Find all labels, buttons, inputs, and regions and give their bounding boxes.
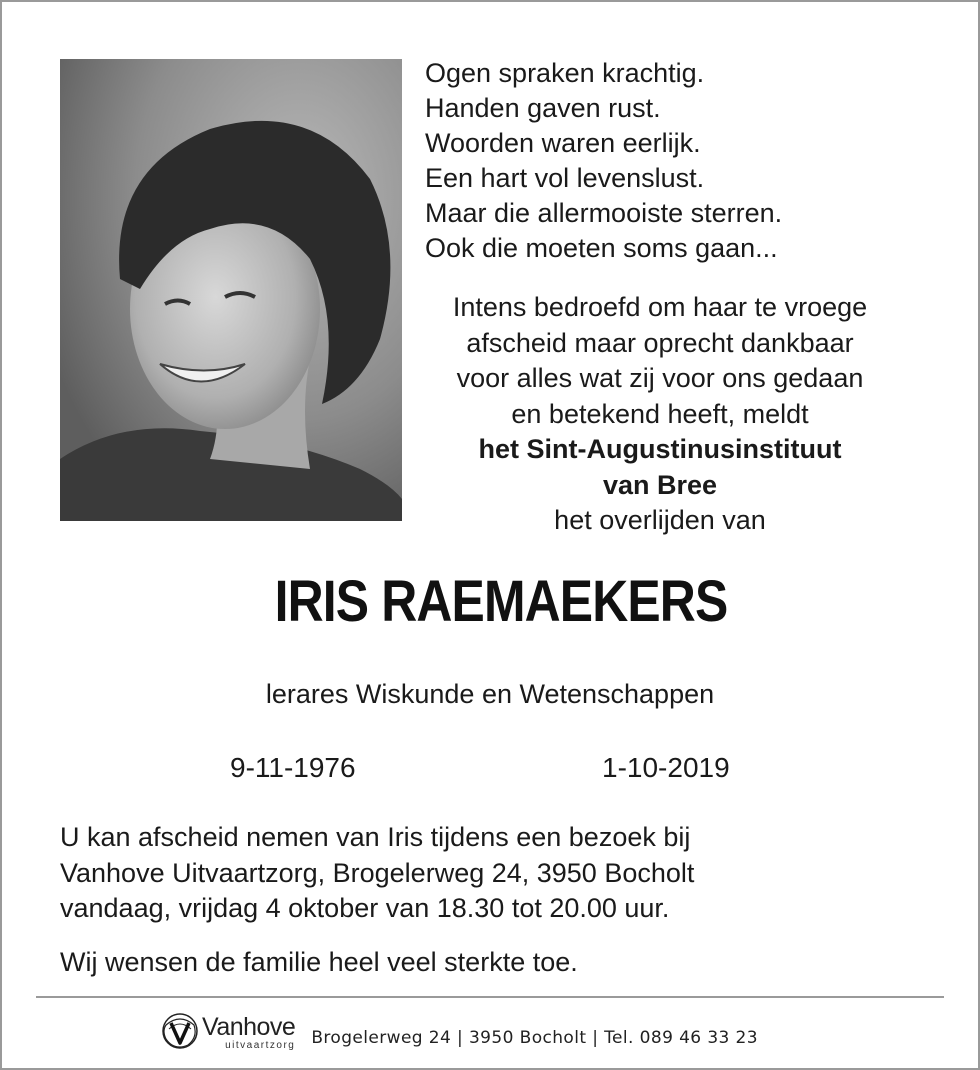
vanhove-logo	[160, 1011, 295, 1056]
poem-line: Ook die moeten soms gaan...	[425, 233, 778, 263]
announcement-closing: het overlijden van	[554, 505, 766, 535]
visitation-info	[60, 820, 960, 927]
poem-line: Woorden waren eerlijk.	[425, 128, 701, 158]
birth-date: 9-11-1976	[230, 752, 356, 783]
announcement-line: afscheid maar oprecht dankbaar	[466, 327, 854, 358]
footer-divider	[36, 996, 944, 998]
condolence-wish: Wij wensen de familie heel veel sterkte toe.	[60, 947, 578, 977]
vanhove-logo-icon	[160, 1011, 200, 1056]
institution-name: het Sint-Augustinusinstituut	[478, 434, 842, 464]
deceased-role: lerares Wiskunde en Wetenschappen	[265, 679, 715, 709]
announcement-line: voor alles wat zij voor ons gedaan	[456, 363, 864, 393]
announcement-line: Intens bedroefd om haar te vroege	[452, 292, 868, 322]
poem	[425, 56, 945, 266]
poem-line: Maar die allermooiste sterren.	[425, 198, 783, 228]
deceased-name: IRIS RAEMAEKERS	[274, 569, 728, 634]
poem-line: Ogen spraken krachtig.	[425, 58, 705, 88]
footer	[160, 1008, 758, 1058]
visitation-line: Vanhove Uitvaartzorg, Brogelerweg 24, 3950 Bocholt	[60, 857, 695, 888]
institution-location: van Bree	[602, 469, 718, 500]
poem-line: Handen gaven rust.	[425, 93, 661, 123]
death-date: 1-10-2019	[602, 752, 730, 783]
footer-contact: Brogelerweg 24 | 3950 Bocholt | Tel. 089 46 33 23	[311, 1028, 758, 1048]
logo-name: Vanhove	[202, 1013, 296, 1041]
announcement	[380, 290, 940, 539]
announcement-line: en betekend heeft, meldt	[511, 398, 809, 429]
visitation-line: vandaag, vrijdag 4 oktober van 18.30 tot 20.00 uur.	[60, 893, 670, 923]
poem-line: Een hart vol levenslust.	[425, 163, 705, 193]
logo-subtitle: uitvaartzorg	[225, 1040, 296, 1051]
visitation-line: U kan afscheid nemen van Iris tijdens een bezoek bij	[60, 822, 691, 852]
portrait-photo	[60, 59, 402, 521]
